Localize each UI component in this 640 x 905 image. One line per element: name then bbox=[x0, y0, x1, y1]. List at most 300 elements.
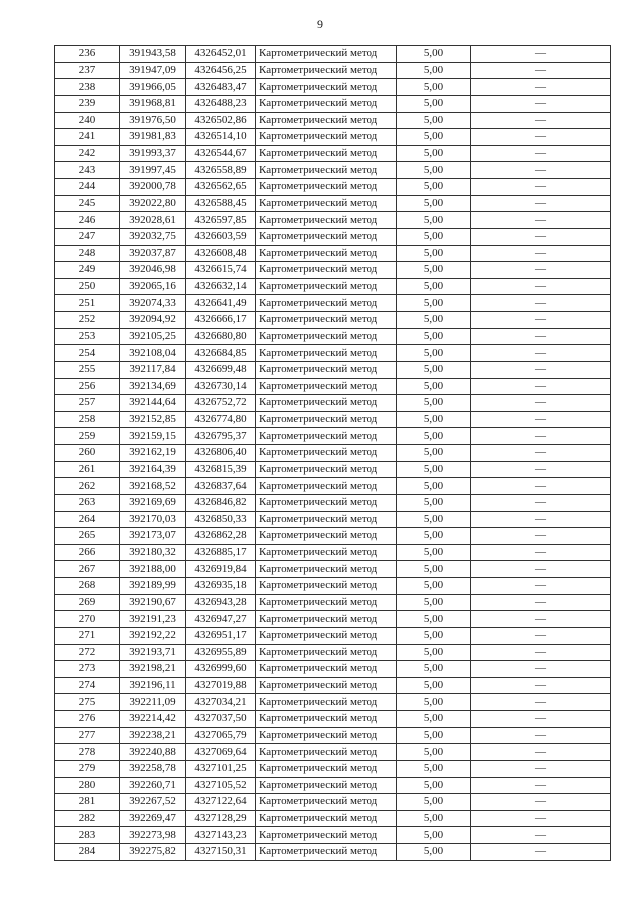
table-row bbox=[55, 345, 611, 362]
x-coordinate-cell: 392094,92 bbox=[120, 312, 186, 329]
table-row bbox=[55, 445, 611, 462]
x-coordinate-cell: 392193,71 bbox=[120, 644, 186, 661]
accuracy-cell: 5,00 bbox=[397, 312, 471, 329]
description-cell: — bbox=[471, 328, 611, 345]
y-coordinate-cell: 4326752,72 bbox=[186, 395, 256, 412]
table-row bbox=[55, 478, 611, 495]
x-coordinate-cell: 392192,22 bbox=[120, 627, 186, 644]
y-coordinate-cell: 4326488,23 bbox=[186, 95, 256, 112]
table-row bbox=[55, 661, 611, 678]
point-number-cell: 266 bbox=[55, 544, 120, 561]
accuracy-cell: 5,00 bbox=[397, 511, 471, 528]
table-row bbox=[55, 561, 611, 578]
accuracy-cell: 5,00 bbox=[397, 677, 471, 694]
point-number-cell: 238 bbox=[55, 79, 120, 96]
method-cell: Картометрический метод bbox=[256, 511, 397, 528]
description-cell: — bbox=[471, 129, 611, 146]
accuracy-cell: 5,00 bbox=[397, 711, 471, 728]
method-cell: Картометрический метод bbox=[256, 129, 397, 146]
accuracy-cell: 5,00 bbox=[397, 395, 471, 412]
description-cell: — bbox=[471, 711, 611, 728]
accuracy-cell: 5,00 bbox=[397, 162, 471, 179]
table-row bbox=[55, 295, 611, 312]
accuracy-cell: 5,00 bbox=[397, 62, 471, 79]
x-coordinate-cell: 391976,50 bbox=[120, 112, 186, 129]
accuracy-cell: 5,00 bbox=[397, 661, 471, 678]
method-cell: Картометрический метод bbox=[256, 328, 397, 345]
point-number-cell: 277 bbox=[55, 727, 120, 744]
point-number-cell: 244 bbox=[55, 179, 120, 196]
description-cell: — bbox=[471, 544, 611, 561]
table-row bbox=[55, 544, 611, 561]
method-cell: Картометрический метод bbox=[256, 445, 397, 462]
method-cell: Картометрический метод bbox=[256, 312, 397, 329]
description-cell: — bbox=[471, 112, 611, 129]
description-cell: — bbox=[471, 528, 611, 545]
y-coordinate-cell: 4326885,17 bbox=[186, 544, 256, 561]
x-coordinate-cell: 392144,64 bbox=[120, 395, 186, 412]
table-row bbox=[55, 744, 611, 761]
point-number-cell: 243 bbox=[55, 162, 120, 179]
x-coordinate-cell: 392159,15 bbox=[120, 428, 186, 445]
description-cell: — bbox=[471, 727, 611, 744]
y-coordinate-cell: 4327019,88 bbox=[186, 677, 256, 694]
y-coordinate-cell: 4327143,23 bbox=[186, 827, 256, 844]
description-cell: — bbox=[471, 395, 611, 412]
x-coordinate-cell: 392269,47 bbox=[120, 810, 186, 827]
description-cell: — bbox=[471, 511, 611, 528]
accuracy-cell: 5,00 bbox=[397, 578, 471, 595]
description-cell: — bbox=[471, 428, 611, 445]
description-cell: — bbox=[471, 295, 611, 312]
x-coordinate-cell: 392037,87 bbox=[120, 245, 186, 262]
table-row bbox=[55, 794, 611, 811]
point-number-cell: 262 bbox=[55, 478, 120, 495]
point-number-cell: 258 bbox=[55, 411, 120, 428]
table-row bbox=[55, 411, 611, 428]
method-cell: Картометрический метод bbox=[256, 345, 397, 362]
table-row bbox=[55, 810, 611, 827]
point-number-cell: 280 bbox=[55, 777, 120, 794]
method-cell: Картометрический метод bbox=[256, 627, 397, 644]
y-coordinate-cell: 4327150,31 bbox=[186, 844, 256, 861]
table-row bbox=[55, 578, 611, 595]
accuracy-cell: 5,00 bbox=[397, 644, 471, 661]
table-row bbox=[55, 777, 611, 794]
method-cell: Картометрический метод bbox=[256, 744, 397, 761]
point-number-cell: 279 bbox=[55, 760, 120, 777]
table-row bbox=[55, 511, 611, 528]
x-coordinate-cell: 392108,04 bbox=[120, 345, 186, 362]
accuracy-cell: 5,00 bbox=[397, 245, 471, 262]
method-cell: Картометрический метод bbox=[256, 694, 397, 711]
method-cell: Картометрический метод bbox=[256, 727, 397, 744]
x-coordinate-cell: 392074,33 bbox=[120, 295, 186, 312]
method-cell: Картометрический метод bbox=[256, 777, 397, 794]
description-cell: — bbox=[471, 445, 611, 462]
description-cell: — bbox=[471, 777, 611, 794]
x-coordinate-cell: 391993,37 bbox=[120, 145, 186, 162]
table-row bbox=[55, 677, 611, 694]
point-number-cell: 284 bbox=[55, 844, 120, 861]
table-row bbox=[55, 594, 611, 611]
point-number-cell: 274 bbox=[55, 677, 120, 694]
method-cell: Картометрический метод bbox=[256, 528, 397, 545]
x-coordinate-cell: 392152,85 bbox=[120, 411, 186, 428]
description-cell: — bbox=[471, 494, 611, 511]
table-row bbox=[55, 328, 611, 345]
description-cell: — bbox=[471, 145, 611, 162]
accuracy-cell: 5,00 bbox=[397, 827, 471, 844]
point-number-cell: 246 bbox=[55, 212, 120, 229]
x-coordinate-cell: 391943,58 bbox=[120, 46, 186, 63]
method-cell: Картометрический метод bbox=[256, 112, 397, 129]
accuracy-cell: 5,00 bbox=[397, 328, 471, 345]
description-cell: — bbox=[471, 361, 611, 378]
x-coordinate-cell: 392046,98 bbox=[120, 262, 186, 279]
y-coordinate-cell: 4326806,40 bbox=[186, 445, 256, 462]
y-coordinate-cell: 4326730,14 bbox=[186, 378, 256, 395]
method-cell: Картометрический метод bbox=[256, 561, 397, 578]
y-coordinate-cell: 4327037,50 bbox=[186, 711, 256, 728]
description-cell: — bbox=[471, 677, 611, 694]
y-coordinate-cell: 4326514,10 bbox=[186, 129, 256, 146]
point-number-cell: 249 bbox=[55, 262, 120, 279]
x-coordinate-cell: 392191,23 bbox=[120, 611, 186, 628]
x-coordinate-cell: 392168,52 bbox=[120, 478, 186, 495]
table-row bbox=[55, 228, 611, 245]
method-cell: Картометрический метод bbox=[256, 611, 397, 628]
description-cell: — bbox=[471, 228, 611, 245]
x-coordinate-cell: 391997,45 bbox=[120, 162, 186, 179]
description-cell: — bbox=[471, 594, 611, 611]
point-number-cell: 256 bbox=[55, 378, 120, 395]
y-coordinate-cell: 4327105,52 bbox=[186, 777, 256, 794]
y-coordinate-cell: 4326999,60 bbox=[186, 661, 256, 678]
description-cell: — bbox=[471, 95, 611, 112]
x-coordinate-cell: 392000,78 bbox=[120, 179, 186, 196]
table-row bbox=[55, 760, 611, 777]
accuracy-cell: 5,00 bbox=[397, 428, 471, 445]
x-coordinate-cell: 392211,09 bbox=[120, 694, 186, 711]
x-coordinate-cell: 392190,67 bbox=[120, 594, 186, 611]
description-cell: — bbox=[471, 578, 611, 595]
method-cell: Картометрический метод bbox=[256, 378, 397, 395]
accuracy-cell: 5,00 bbox=[397, 195, 471, 212]
description-cell: — bbox=[471, 312, 611, 329]
y-coordinate-cell: 4326680,80 bbox=[186, 328, 256, 345]
method-cell: Картометрический метод bbox=[256, 810, 397, 827]
x-coordinate-cell: 392164,39 bbox=[120, 461, 186, 478]
description-cell: — bbox=[471, 179, 611, 196]
method-cell: Картометрический метод bbox=[256, 760, 397, 777]
table-row bbox=[55, 644, 611, 661]
description-cell: — bbox=[471, 162, 611, 179]
method-cell: Картометрический метод bbox=[256, 544, 397, 561]
accuracy-cell: 5,00 bbox=[397, 744, 471, 761]
x-coordinate-cell: 391968,81 bbox=[120, 95, 186, 112]
y-coordinate-cell: 4327101,25 bbox=[186, 760, 256, 777]
accuracy-cell: 5,00 bbox=[397, 794, 471, 811]
point-number-cell: 271 bbox=[55, 627, 120, 644]
table-row bbox=[55, 112, 611, 129]
x-coordinate-cell: 391947,09 bbox=[120, 62, 186, 79]
table-row bbox=[55, 179, 611, 196]
accuracy-cell: 5,00 bbox=[397, 445, 471, 462]
accuracy-cell: 5,00 bbox=[397, 145, 471, 162]
point-number-cell: 251 bbox=[55, 295, 120, 312]
table-row bbox=[55, 195, 611, 212]
accuracy-cell: 5,00 bbox=[397, 112, 471, 129]
point-number-cell: 272 bbox=[55, 644, 120, 661]
point-number-cell: 254 bbox=[55, 345, 120, 362]
accuracy-cell: 5,00 bbox=[397, 528, 471, 545]
method-cell: Картометрический метод bbox=[256, 361, 397, 378]
point-number-cell: 282 bbox=[55, 810, 120, 827]
accuracy-cell: 5,00 bbox=[397, 179, 471, 196]
y-coordinate-cell: 4326502,86 bbox=[186, 112, 256, 129]
description-cell: — bbox=[471, 627, 611, 644]
y-coordinate-cell: 4326641,49 bbox=[186, 295, 256, 312]
accuracy-cell: 5,00 bbox=[397, 810, 471, 827]
accuracy-cell: 5,00 bbox=[397, 295, 471, 312]
y-coordinate-cell: 4326815,39 bbox=[186, 461, 256, 478]
accuracy-cell: 5,00 bbox=[397, 760, 471, 777]
description-cell: — bbox=[471, 760, 611, 777]
table-row bbox=[55, 145, 611, 162]
table-row bbox=[55, 461, 611, 478]
method-cell: Картометрический метод bbox=[256, 844, 397, 861]
x-coordinate-cell: 392105,25 bbox=[120, 328, 186, 345]
accuracy-cell: 5,00 bbox=[397, 278, 471, 295]
method-cell: Картометрический метод bbox=[256, 644, 397, 661]
accuracy-cell: 5,00 bbox=[397, 129, 471, 146]
method-cell: Картометрический метод bbox=[256, 794, 397, 811]
y-coordinate-cell: 4326943,28 bbox=[186, 594, 256, 611]
y-coordinate-cell: 4326947,27 bbox=[186, 611, 256, 628]
table-row bbox=[55, 46, 611, 63]
table-row bbox=[55, 727, 611, 744]
point-number-cell: 273 bbox=[55, 661, 120, 678]
accuracy-cell: 5,00 bbox=[397, 478, 471, 495]
accuracy-cell: 5,00 bbox=[397, 345, 471, 362]
x-coordinate-cell: 392065,16 bbox=[120, 278, 186, 295]
x-coordinate-cell: 392198,21 bbox=[120, 661, 186, 678]
method-cell: Картометрический метод bbox=[256, 295, 397, 312]
method-cell: Картометрический метод bbox=[256, 162, 397, 179]
method-cell: Картометрический метод bbox=[256, 46, 397, 63]
y-coordinate-cell: 4326597,85 bbox=[186, 212, 256, 229]
point-number-cell: 261 bbox=[55, 461, 120, 478]
point-number-cell: 242 bbox=[55, 145, 120, 162]
y-coordinate-cell: 4326862,28 bbox=[186, 528, 256, 545]
point-number-cell: 268 bbox=[55, 578, 120, 595]
table-row bbox=[55, 361, 611, 378]
method-cell: Картометрический метод bbox=[256, 827, 397, 844]
accuracy-cell: 5,00 bbox=[397, 361, 471, 378]
table-row bbox=[55, 62, 611, 79]
accuracy-cell: 5,00 bbox=[397, 544, 471, 561]
y-coordinate-cell: 4326588,45 bbox=[186, 195, 256, 212]
y-coordinate-cell: 4327128,29 bbox=[186, 810, 256, 827]
x-coordinate-cell: 392260,71 bbox=[120, 777, 186, 794]
description-cell: — bbox=[471, 278, 611, 295]
method-cell: Картометрический метод bbox=[256, 494, 397, 511]
x-coordinate-cell: 392240,88 bbox=[120, 744, 186, 761]
accuracy-cell: 5,00 bbox=[397, 461, 471, 478]
y-coordinate-cell: 4326795,37 bbox=[186, 428, 256, 445]
y-coordinate-cell: 4326684,85 bbox=[186, 345, 256, 362]
point-number-cell: 248 bbox=[55, 245, 120, 262]
description-cell: — bbox=[471, 461, 611, 478]
point-number-cell: 265 bbox=[55, 528, 120, 545]
point-number-cell: 276 bbox=[55, 711, 120, 728]
y-coordinate-cell: 4327065,79 bbox=[186, 727, 256, 744]
x-coordinate-cell: 392022,80 bbox=[120, 195, 186, 212]
accuracy-cell: 5,00 bbox=[397, 46, 471, 63]
method-cell: Картометрический метод bbox=[256, 411, 397, 428]
method-cell: Картометрический метод bbox=[256, 578, 397, 595]
table-row bbox=[55, 494, 611, 511]
table-row bbox=[55, 378, 611, 395]
description-cell: — bbox=[471, 478, 611, 495]
description-cell: — bbox=[471, 212, 611, 229]
accuracy-cell: 5,00 bbox=[397, 611, 471, 628]
table-row bbox=[55, 428, 611, 445]
method-cell: Картометрический метод bbox=[256, 262, 397, 279]
table-row bbox=[55, 395, 611, 412]
method-cell: Картометрический метод bbox=[256, 461, 397, 478]
description-cell: — bbox=[471, 827, 611, 844]
table-row bbox=[55, 312, 611, 329]
accuracy-cell: 5,00 bbox=[397, 727, 471, 744]
table-row bbox=[55, 844, 611, 861]
point-number-cell: 278 bbox=[55, 744, 120, 761]
description-cell: — bbox=[471, 844, 611, 861]
accuracy-cell: 5,00 bbox=[397, 228, 471, 245]
x-coordinate-cell: 392196,11 bbox=[120, 677, 186, 694]
point-number-cell: 269 bbox=[55, 594, 120, 611]
y-coordinate-cell: 4326456,25 bbox=[186, 62, 256, 79]
description-cell: — bbox=[471, 810, 611, 827]
point-number-cell: 283 bbox=[55, 827, 120, 844]
accuracy-cell: 5,00 bbox=[397, 594, 471, 611]
method-cell: Картометрический метод bbox=[256, 594, 397, 611]
description-cell: — bbox=[471, 411, 611, 428]
y-coordinate-cell: 4326699,48 bbox=[186, 361, 256, 378]
point-number-cell: 237 bbox=[55, 62, 120, 79]
description-cell: — bbox=[471, 46, 611, 63]
x-coordinate-cell: 391966,05 bbox=[120, 79, 186, 96]
point-number-cell: 281 bbox=[55, 794, 120, 811]
y-coordinate-cell: 4326774,80 bbox=[186, 411, 256, 428]
y-coordinate-cell: 4326666,17 bbox=[186, 312, 256, 329]
description-cell: — bbox=[471, 611, 611, 628]
y-coordinate-cell: 4327122,64 bbox=[186, 794, 256, 811]
accuracy-cell: 5,00 bbox=[397, 262, 471, 279]
accuracy-cell: 5,00 bbox=[397, 844, 471, 861]
table-row bbox=[55, 245, 611, 262]
coordinates-table bbox=[54, 45, 611, 861]
point-number-cell: 257 bbox=[55, 395, 120, 412]
y-coordinate-cell: 4326483,47 bbox=[186, 79, 256, 96]
point-number-cell: 241 bbox=[55, 129, 120, 146]
method-cell: Картометрический метод bbox=[256, 228, 397, 245]
description-cell: — bbox=[471, 195, 611, 212]
x-coordinate-cell: 391981,83 bbox=[120, 129, 186, 146]
table-row bbox=[55, 79, 611, 96]
method-cell: Картометрический метод bbox=[256, 395, 397, 412]
table-row bbox=[55, 262, 611, 279]
point-number-cell: 252 bbox=[55, 312, 120, 329]
method-cell: Картометрический метод bbox=[256, 661, 397, 678]
description-cell: — bbox=[471, 245, 611, 262]
accuracy-cell: 5,00 bbox=[397, 494, 471, 511]
description-cell: — bbox=[471, 62, 611, 79]
x-coordinate-cell: 392258,78 bbox=[120, 760, 186, 777]
table-row bbox=[55, 627, 611, 644]
method-cell: Картометрический метод bbox=[256, 95, 397, 112]
description-cell: — bbox=[471, 694, 611, 711]
description-cell: — bbox=[471, 79, 611, 96]
y-coordinate-cell: 4326558,89 bbox=[186, 162, 256, 179]
y-coordinate-cell: 4326615,74 bbox=[186, 262, 256, 279]
description-cell: — bbox=[471, 561, 611, 578]
x-coordinate-cell: 392189,99 bbox=[120, 578, 186, 595]
method-cell: Картометрический метод bbox=[256, 677, 397, 694]
point-number-cell: 259 bbox=[55, 428, 120, 445]
accuracy-cell: 5,00 bbox=[397, 79, 471, 96]
table-row bbox=[55, 528, 611, 545]
accuracy-cell: 5,00 bbox=[397, 378, 471, 395]
y-coordinate-cell: 4326608,48 bbox=[186, 245, 256, 262]
point-number-cell: 250 bbox=[55, 278, 120, 295]
table-row bbox=[55, 129, 611, 146]
x-coordinate-cell: 392028,61 bbox=[120, 212, 186, 229]
accuracy-cell: 5,00 bbox=[397, 212, 471, 229]
y-coordinate-cell: 4326452,01 bbox=[186, 46, 256, 63]
point-number-cell: 247 bbox=[55, 228, 120, 245]
description-cell: — bbox=[471, 345, 611, 362]
description-cell: — bbox=[471, 262, 611, 279]
table-row bbox=[55, 278, 611, 295]
accuracy-cell: 5,00 bbox=[397, 95, 471, 112]
description-cell: — bbox=[471, 744, 611, 761]
table-row bbox=[55, 162, 611, 179]
description-cell: — bbox=[471, 644, 611, 661]
x-coordinate-cell: 392170,03 bbox=[120, 511, 186, 528]
method-cell: Картометрический метод bbox=[256, 212, 397, 229]
point-number-cell: 236 bbox=[55, 46, 120, 63]
point-number-cell: 253 bbox=[55, 328, 120, 345]
method-cell: Картометрический метод bbox=[256, 79, 397, 96]
y-coordinate-cell: 4327069,64 bbox=[186, 744, 256, 761]
x-coordinate-cell: 392173,07 bbox=[120, 528, 186, 545]
y-coordinate-cell: 4326544,67 bbox=[186, 145, 256, 162]
method-cell: Картометрический метод bbox=[256, 711, 397, 728]
method-cell: Картометрический метод bbox=[256, 278, 397, 295]
y-coordinate-cell: 4326935,18 bbox=[186, 578, 256, 595]
x-coordinate-cell: 392032,75 bbox=[120, 228, 186, 245]
description-cell: — bbox=[471, 378, 611, 395]
point-number-cell: 270 bbox=[55, 611, 120, 628]
method-cell: Картометрический метод bbox=[256, 145, 397, 162]
x-coordinate-cell: 392134,69 bbox=[120, 378, 186, 395]
x-coordinate-cell: 392169,69 bbox=[120, 494, 186, 511]
point-number-cell: 255 bbox=[55, 361, 120, 378]
x-coordinate-cell: 392273,98 bbox=[120, 827, 186, 844]
table-row bbox=[55, 212, 611, 229]
